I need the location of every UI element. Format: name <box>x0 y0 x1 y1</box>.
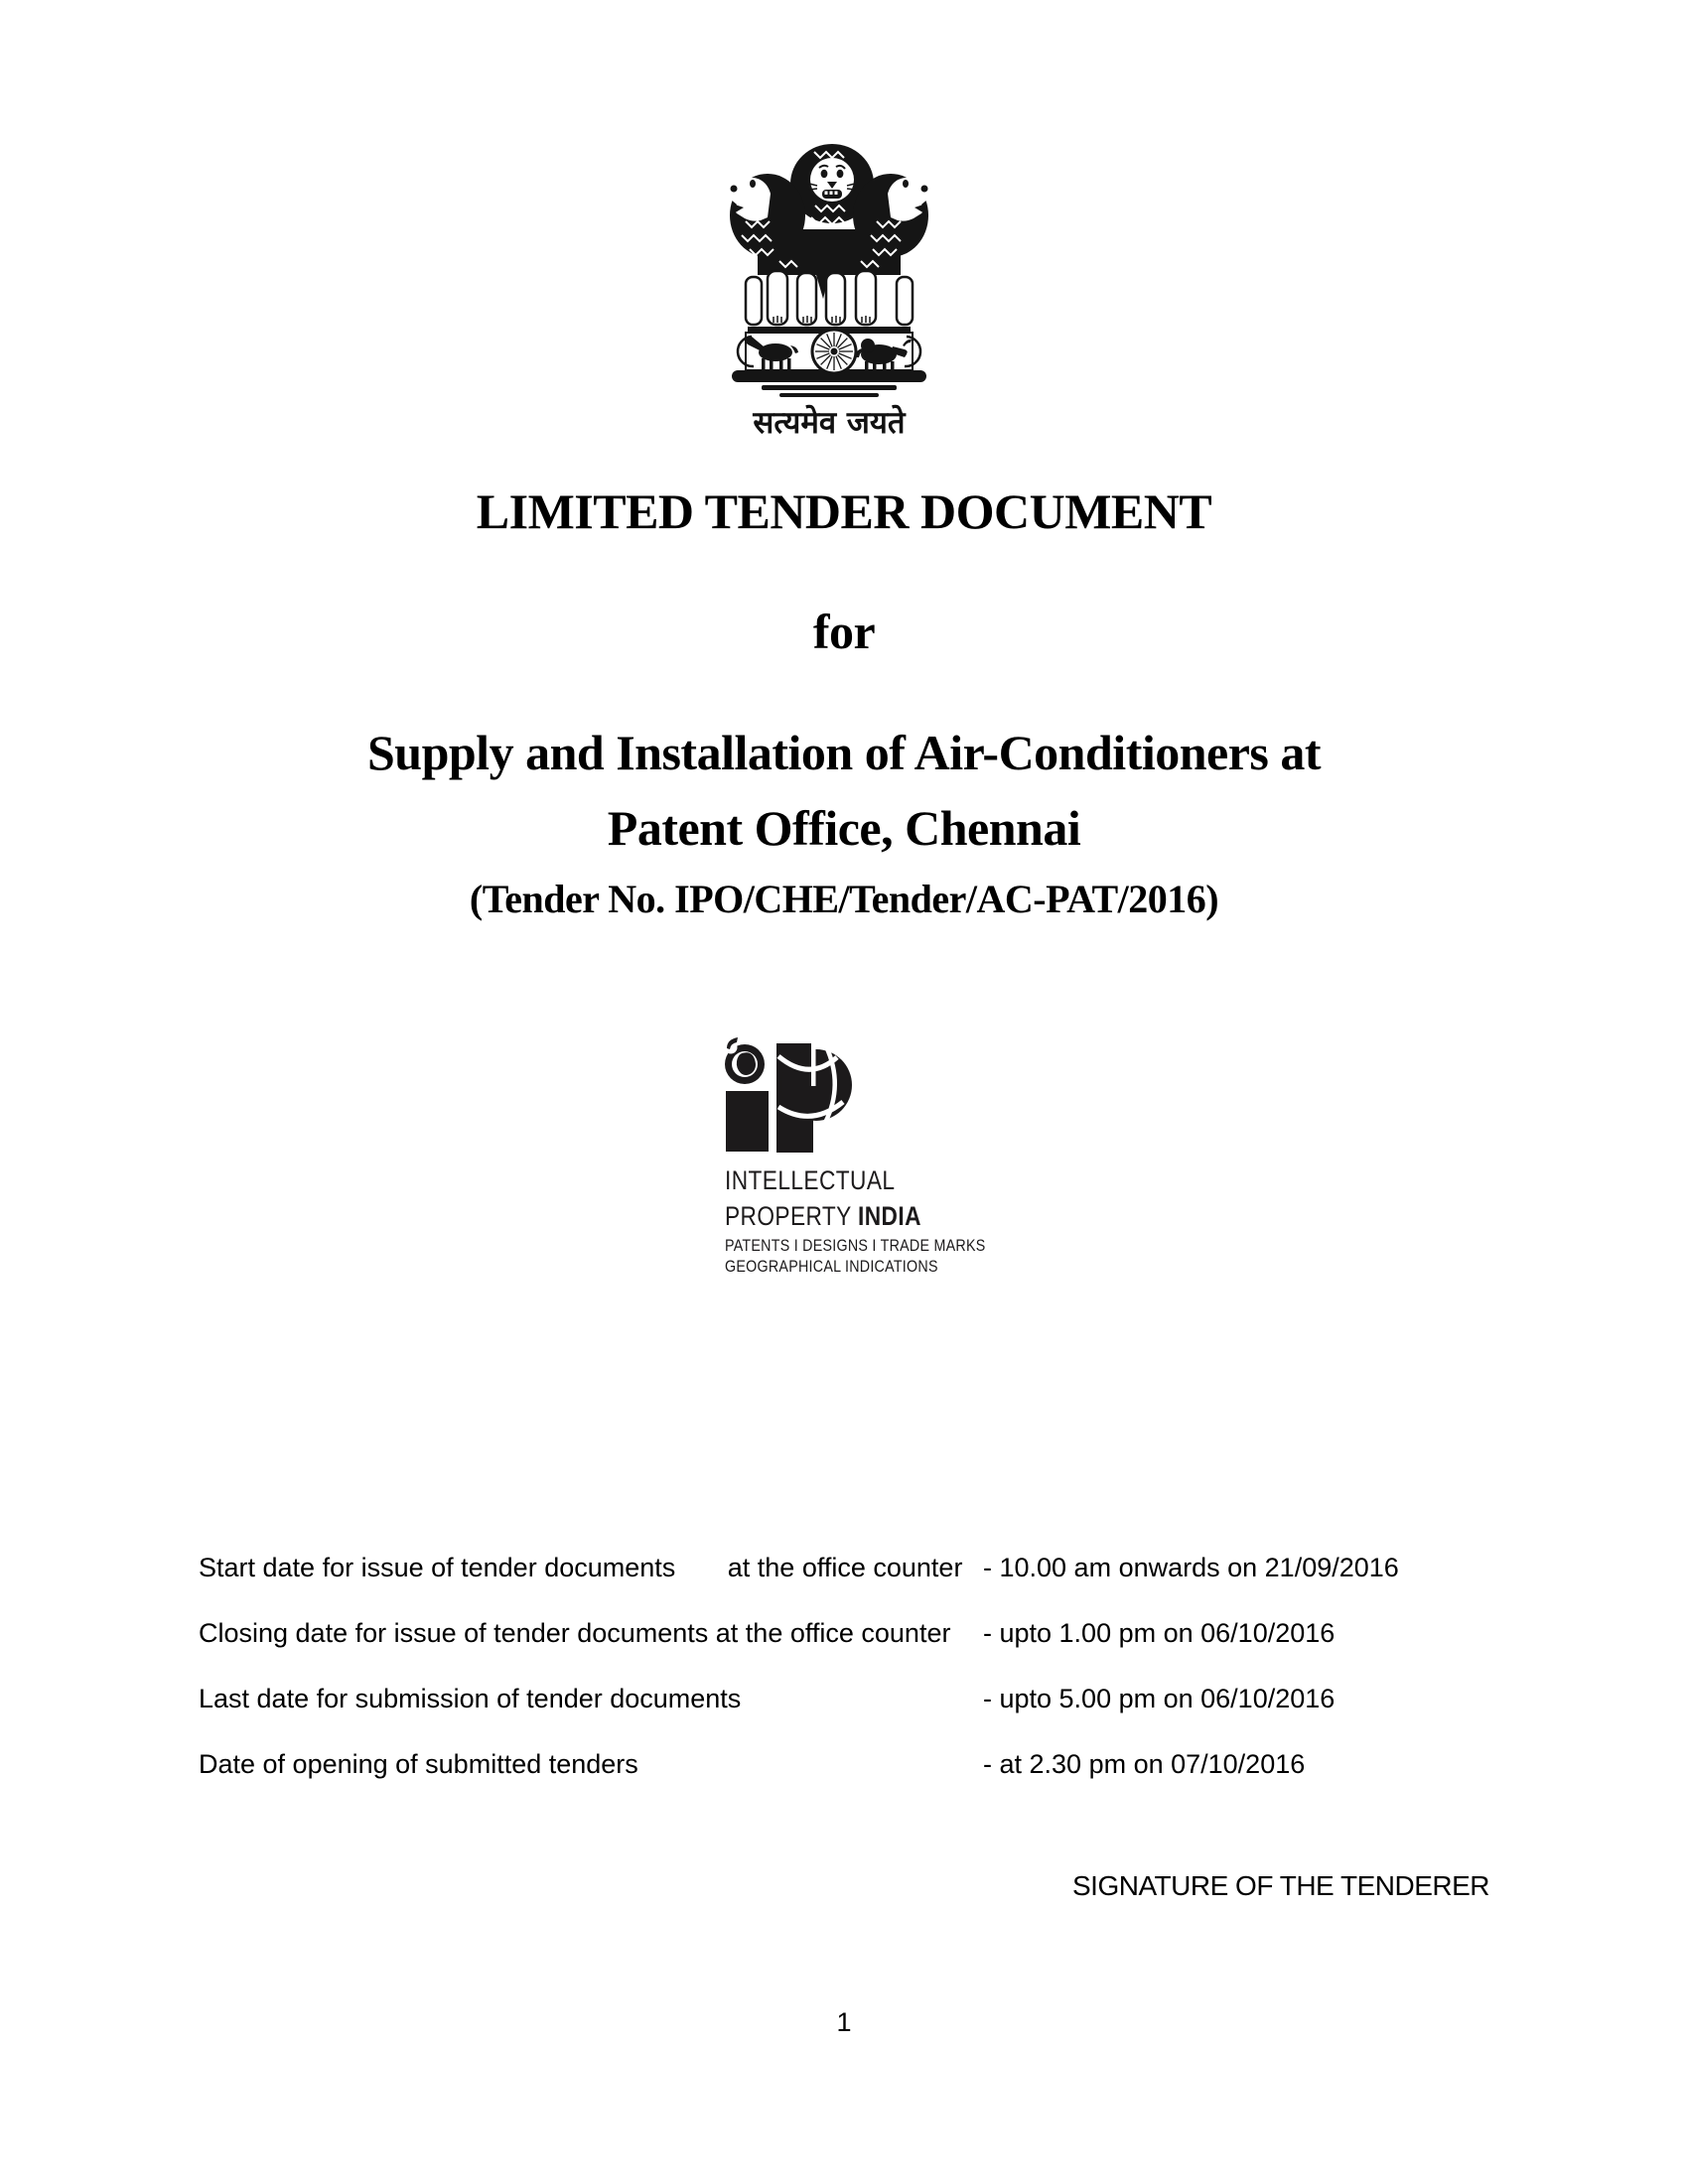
emblem-motto: सत्यमेव जयते <box>753 405 906 441</box>
ip-india-logo-icon <box>722 1036 853 1154</box>
subject-line-2: Patent Office, Chennai <box>607 800 1081 856</box>
national-emblem <box>720 132 938 400</box>
schedule-label: Start date for issue of tender documents at the office counter <box>199 1553 963 1582</box>
schedule-value: - upto 1.00 pm on 06/10/2016 <box>983 1618 1336 1648</box>
schedule-value: - upto 5.00 pm on 06/10/2016 <box>983 1684 1336 1713</box>
ashoka-lion-capital-icon <box>720 132 938 400</box>
signature-line: SIGNATURE OF THE TENDERER <box>1072 1870 1489 1901</box>
subject-line-1: Supply and Installation of Air-Conditioners at <box>366 725 1322 780</box>
ip-india-logo <box>722 1036 853 1159</box>
schedule-label: Closing date for issue of tender documents at the office counter <box>199 1618 951 1648</box>
page-number: 1 <box>836 2007 852 2037</box>
logo-line-intellectual: INTELLECTUAL <box>725 1165 896 1195</box>
schedule-label: Last date for submission of tender documents <box>199 1684 742 1713</box>
logo-line-patents-designs-trademarks: PATENTS I DESIGNS I TRADE MARKS <box>725 1236 986 1255</box>
logo-word-india: INDIA <box>858 1201 921 1231</box>
schedule-row-last-date <box>199 1683 1549 1748</box>
logo-line-geographical-indications: GEOGRAPHICAL INDICATIONS <box>725 1257 938 1276</box>
schedule-row-opening-date <box>199 1748 1549 1814</box>
logo-word-property: PROPERTY <box>725 1201 859 1231</box>
tender-schedule <box>199 1552 1549 1814</box>
schedule-label: Date of opening of submitted tenders <box>199 1749 638 1779</box>
schedule-value: - at 2.30 pm on 07/10/2016 <box>983 1749 1306 1779</box>
schedule-value: - 10.00 am onwards on 21/09/2016 <box>983 1553 1399 1582</box>
schedule-row-start-date <box>199 1552 1549 1617</box>
ip-india-logo-text <box>725 1163 986 1277</box>
logo-line-property-india <box>725 1198 986 1235</box>
tender-number: (Tender No. IPO/CHE/Tender/AC-PAT/2016) <box>469 877 1219 921</box>
schedule-row-closing-date <box>199 1617 1549 1683</box>
title-for-word: for <box>812 604 876 659</box>
document-title: LIMITED TENDER DOCUMENT <box>476 483 1212 539</box>
